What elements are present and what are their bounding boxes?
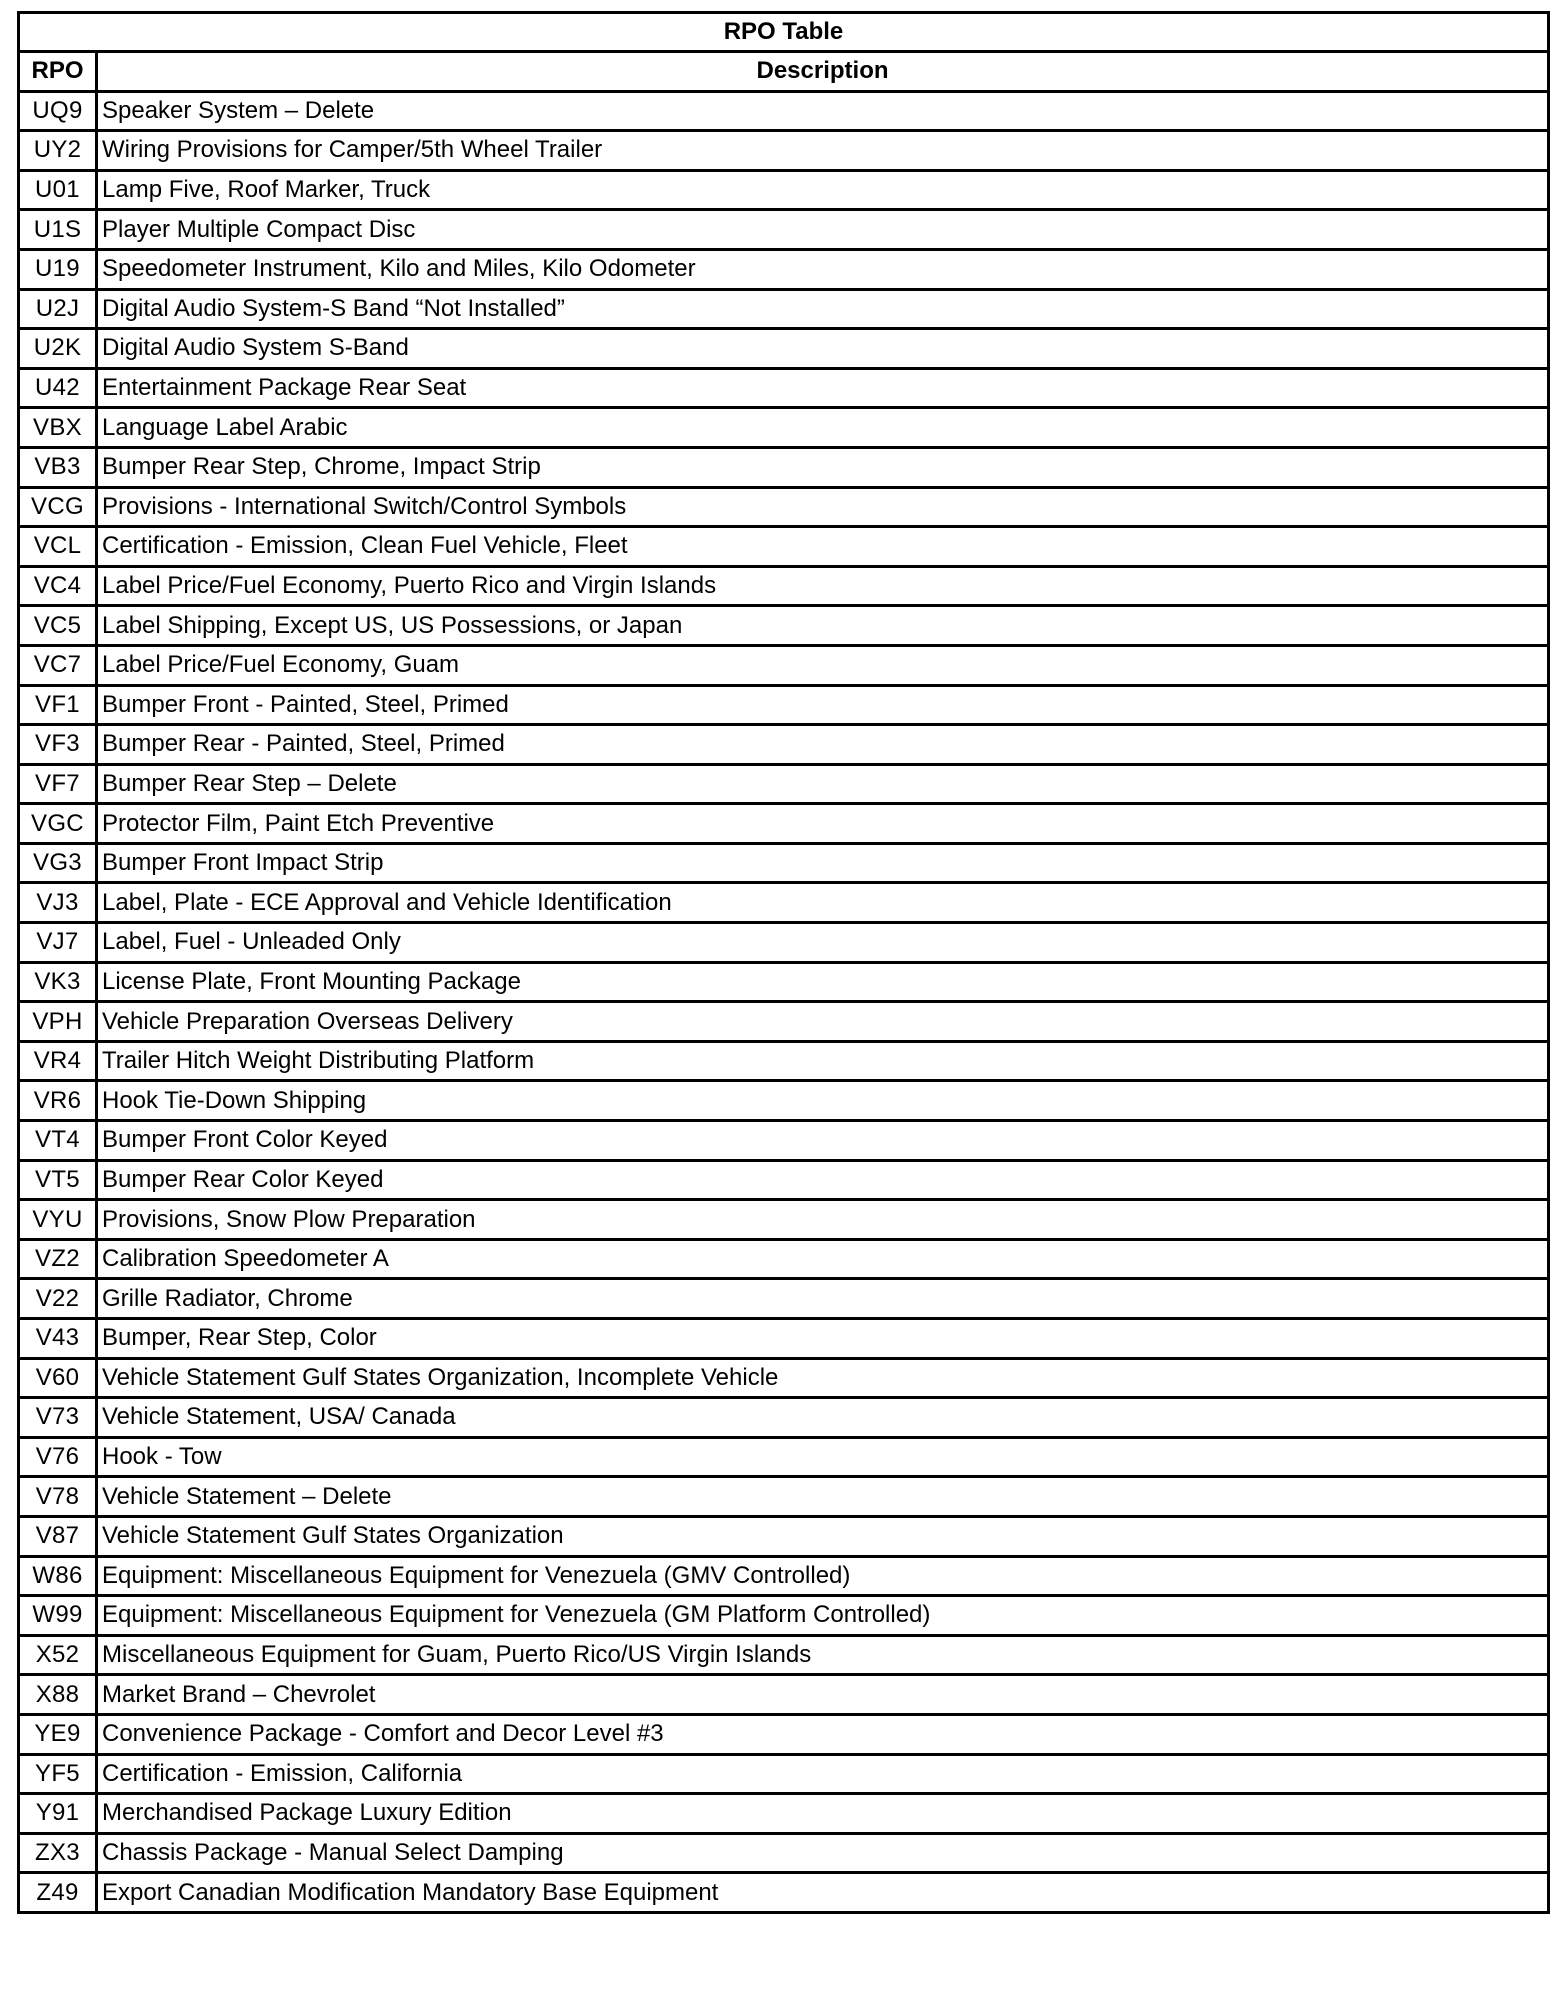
rpo-code-cell: V76 xyxy=(19,1437,97,1477)
table-row xyxy=(19,1239,1549,1279)
rpo-code-cell: V22 xyxy=(19,1279,97,1319)
column-header-description: Description xyxy=(97,52,1549,92)
rpo-description-cell: Label Price/Fuel Economy, Puerto Rico and Virgin Islands xyxy=(97,566,1549,606)
rpo-description-cell: Miscellaneous Equipment for Guam, Puerto Rico/US Virgin Islands xyxy=(97,1635,1549,1675)
table-row xyxy=(19,764,1549,804)
table-row xyxy=(19,1279,1549,1319)
rpo-code-cell: U2K xyxy=(19,329,97,369)
rpo-description-cell: Player Multiple Compact Disc xyxy=(97,210,1549,250)
rpo-description-cell: Export Canadian Modification Mandatory Base Equipment xyxy=(97,1873,1549,1913)
rpo-description-cell: Label, Plate - ECE Approval and Vehicle Identification xyxy=(97,883,1549,923)
table-title: RPO Table xyxy=(19,13,1549,52)
rpo-code-cell: VGC xyxy=(19,804,97,844)
table-row xyxy=(19,1002,1549,1042)
table-row xyxy=(19,1794,1549,1834)
table-row xyxy=(19,91,1549,131)
rpo-description-cell: Digital Audio System S-Band xyxy=(97,329,1549,369)
table-row xyxy=(19,1121,1549,1161)
rpo-code-cell: VK3 xyxy=(19,962,97,1002)
rpo-code-cell: VJ3 xyxy=(19,883,97,923)
table-row xyxy=(19,527,1549,567)
rpo-code-cell: VYU xyxy=(19,1200,97,1240)
rpo-description-cell: License Plate, Front Mounting Package xyxy=(97,962,1549,1002)
rpo-description-cell: Bumper Front - Painted, Steel, Primed xyxy=(97,685,1549,725)
rpo-code-cell: VF7 xyxy=(19,764,97,804)
table-row xyxy=(19,170,1549,210)
rpo-description-cell: Speaker System – Delete xyxy=(97,91,1549,131)
rpo-code-cell: VZ2 xyxy=(19,1239,97,1279)
rpo-description-cell: Hook - Tow xyxy=(97,1437,1549,1477)
rpo-code-cell: V78 xyxy=(19,1477,97,1517)
table-row xyxy=(19,1556,1549,1596)
rpo-code-cell: VR6 xyxy=(19,1081,97,1121)
rpo-code-cell: VPH xyxy=(19,1002,97,1042)
column-header-rpo: RPO xyxy=(19,52,97,92)
table-row xyxy=(19,1516,1549,1556)
rpo-code-cell: U01 xyxy=(19,170,97,210)
rpo-description-cell: Bumper, Rear Step, Color xyxy=(97,1319,1549,1359)
rpo-code-cell: Y91 xyxy=(19,1794,97,1834)
rpo-description-cell: Bumper Rear Color Keyed xyxy=(97,1160,1549,1200)
rpo-description-cell: Vehicle Statement, USA/ Canada xyxy=(97,1398,1549,1438)
rpo-code-cell: UQ9 xyxy=(19,91,97,131)
table-body xyxy=(19,91,1549,1912)
rpo-code-cell: VF1 xyxy=(19,685,97,725)
table-row xyxy=(19,685,1549,725)
rpo-code-cell: ZX3 xyxy=(19,1833,97,1873)
rpo-description-cell: Vehicle Statement – Delete xyxy=(97,1477,1549,1517)
rpo-code-cell: VT4 xyxy=(19,1121,97,1161)
rpo-description-cell: Wiring Provisions for Camper/5th Wheel Trailer xyxy=(97,131,1549,171)
rpo-code-cell: V87 xyxy=(19,1516,97,1556)
rpo-description-cell: Vehicle Statement Gulf States Organization xyxy=(97,1516,1549,1556)
table-title-row xyxy=(19,13,1549,52)
rpo-code-cell: VB3 xyxy=(19,447,97,487)
table-row xyxy=(19,1635,1549,1675)
rpo-code-cell: V43 xyxy=(19,1319,97,1359)
table-row xyxy=(19,1675,1549,1715)
rpo-description-cell: Equipment: Miscellaneous Equipment for Venezuela (GM Platform Controlled) xyxy=(97,1596,1549,1636)
table-row xyxy=(19,1596,1549,1636)
table-row xyxy=(19,1754,1549,1794)
rpo-description-cell: Convenience Package - Comfort and Decor Level #3 xyxy=(97,1714,1549,1754)
rpo-description-cell: Vehicle Preparation Overseas Delivery xyxy=(97,1002,1549,1042)
rpo-description-cell: Language Label Arabic xyxy=(97,408,1549,448)
rpo-code-cell: VJ7 xyxy=(19,923,97,963)
rpo-code-cell: UY2 xyxy=(19,131,97,171)
rpo-description-cell: Grille Radiator, Chrome xyxy=(97,1279,1549,1319)
table-row xyxy=(19,329,1549,369)
rpo-description-cell: Speedometer Instrument, Kilo and Miles, Kilo Odometer xyxy=(97,249,1549,289)
table-row xyxy=(19,804,1549,844)
table-row xyxy=(19,1477,1549,1517)
table-row xyxy=(19,606,1549,646)
table-row xyxy=(19,368,1549,408)
rpo-code-cell: YF5 xyxy=(19,1754,97,1794)
rpo-code-cell: VT5 xyxy=(19,1160,97,1200)
rpo-code-cell: VCL xyxy=(19,527,97,567)
table-row xyxy=(19,1081,1549,1121)
table-row xyxy=(19,962,1549,1002)
rpo-description-cell: Provisions - International Switch/Control Symbols xyxy=(97,487,1549,527)
rpo-code-cell: VC5 xyxy=(19,606,97,646)
table-row xyxy=(19,1714,1549,1754)
rpo-description-cell: Certification - Emission, Clean Fuel Vehicle, Fleet xyxy=(97,527,1549,567)
rpo-description-cell: Bumper Rear Step, Chrome, Impact Strip xyxy=(97,447,1549,487)
table-row xyxy=(19,1358,1549,1398)
rpo-code-cell: U19 xyxy=(19,249,97,289)
rpo-description-cell: Bumper Rear - Painted, Steel, Primed xyxy=(97,725,1549,765)
rpo-table xyxy=(17,11,1550,1914)
rpo-code-cell: V60 xyxy=(19,1358,97,1398)
rpo-description-cell: Calibration Speedometer A xyxy=(97,1239,1549,1279)
table-row xyxy=(19,1398,1549,1438)
rpo-description-cell: Merchandised Package Luxury Edition xyxy=(97,1794,1549,1834)
rpo-code-cell: YE9 xyxy=(19,1714,97,1754)
rpo-code-cell: VC4 xyxy=(19,566,97,606)
rpo-code-cell: X52 xyxy=(19,1635,97,1675)
table-row xyxy=(19,843,1549,883)
rpo-code-cell: U1S xyxy=(19,210,97,250)
rpo-code-cell: VF3 xyxy=(19,725,97,765)
rpo-description-cell: Label Price/Fuel Economy, Guam xyxy=(97,645,1549,685)
rpo-description-cell: Trailer Hitch Weight Distributing Platform xyxy=(97,1041,1549,1081)
rpo-description-cell: Provisions, Snow Plow Preparation xyxy=(97,1200,1549,1240)
table-row xyxy=(19,1200,1549,1240)
table-row xyxy=(19,408,1549,448)
rpo-code-cell: VCG xyxy=(19,487,97,527)
rpo-code-cell: U42 xyxy=(19,368,97,408)
table-row xyxy=(19,131,1549,171)
table-header-row xyxy=(19,52,1549,92)
table-row xyxy=(19,645,1549,685)
rpo-code-cell: U2J xyxy=(19,289,97,329)
rpo-code-cell: Z49 xyxy=(19,1873,97,1913)
rpo-code-cell: VR4 xyxy=(19,1041,97,1081)
table-row xyxy=(19,249,1549,289)
rpo-code-cell: W99 xyxy=(19,1596,97,1636)
rpo-code-cell: VC7 xyxy=(19,645,97,685)
rpo-code-cell: W86 xyxy=(19,1556,97,1596)
rpo-description-cell: Vehicle Statement Gulf States Organization, Incomplete Vehicle xyxy=(97,1358,1549,1398)
rpo-description-cell: Market Brand – Chevrolet xyxy=(97,1675,1549,1715)
table-row xyxy=(19,447,1549,487)
table-row xyxy=(19,210,1549,250)
table-row xyxy=(19,289,1549,329)
rpo-description-cell: Bumper Front Color Keyed xyxy=(97,1121,1549,1161)
table-row xyxy=(19,883,1549,923)
rpo-description-cell: Label Shipping, Except US, US Possessions, or Japan xyxy=(97,606,1549,646)
table-row xyxy=(19,725,1549,765)
rpo-description-cell: Certification - Emission, California xyxy=(97,1754,1549,1794)
rpo-description-cell: Bumper Rear Step – Delete xyxy=(97,764,1549,804)
rpo-code-cell: X88 xyxy=(19,1675,97,1715)
rpo-description-cell: Digital Audio System-S Band “Not Installed” xyxy=(97,289,1549,329)
table-row xyxy=(19,487,1549,527)
table-row xyxy=(19,1873,1549,1913)
table-row xyxy=(19,1833,1549,1873)
table-row xyxy=(19,1160,1549,1200)
rpo-description-cell: Equipment: Miscellaneous Equipment for Venezuela (GMV Controlled) xyxy=(97,1556,1549,1596)
rpo-description-cell: Lamp Five, Roof Marker, Truck xyxy=(97,170,1549,210)
rpo-description-cell: Label, Fuel - Unleaded Only xyxy=(97,923,1549,963)
table-row xyxy=(19,923,1549,963)
table-row xyxy=(19,566,1549,606)
rpo-description-cell: Protector Film, Paint Etch Preventive xyxy=(97,804,1549,844)
rpo-code-cell: VBX xyxy=(19,408,97,448)
rpo-code-cell: VG3 xyxy=(19,843,97,883)
rpo-description-cell: Hook Tie-Down Shipping xyxy=(97,1081,1549,1121)
table-row xyxy=(19,1041,1549,1081)
rpo-code-cell: V73 xyxy=(19,1398,97,1438)
table-row xyxy=(19,1437,1549,1477)
rpo-description-cell: Entertainment Package Rear Seat xyxy=(97,368,1549,408)
rpo-description-cell: Bumper Front Impact Strip xyxy=(97,843,1549,883)
rpo-description-cell: Chassis Package - Manual Select Damping xyxy=(97,1833,1549,1873)
table-row xyxy=(19,1319,1549,1359)
